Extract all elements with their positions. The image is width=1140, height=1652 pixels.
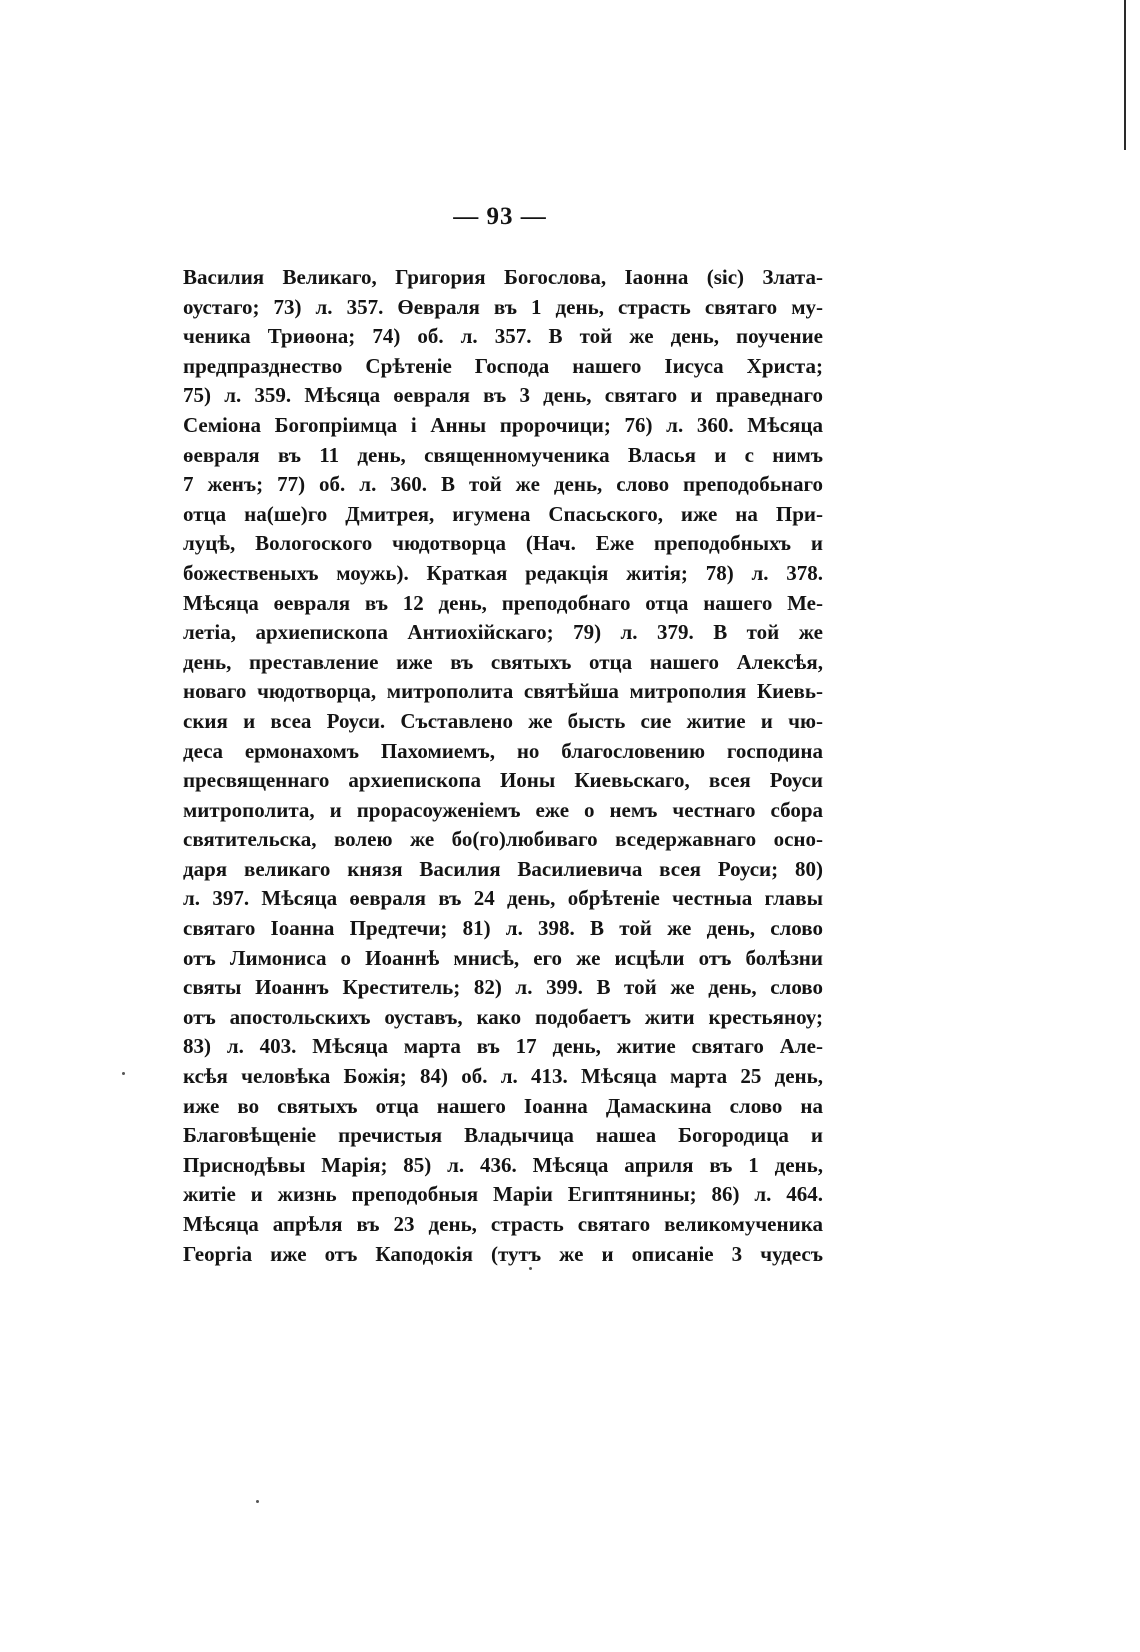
text-line: ченика Триөона; 74) об. л. 357. В той же день, поучение xyxy=(183,324,823,349)
text-line: Мѣсяца апрѣля въ 23 день, страсть святаго великомученика xyxy=(183,1212,823,1236)
text-line: оустаго; 73) л. 357. Өевраля въ 1 день, страсть святаго му- xyxy=(183,294,823,319)
text-line: иже во святыхъ отца нашего Іоанна Дамаскина слово на xyxy=(183,1093,823,1118)
text-line: митрополита, и прорасоуженіемъ еже о немъ честнаго сбора xyxy=(183,797,823,822)
text-line: луцѣ, Вологоского чюдотворца (Нач. Еже преподобныхъ и xyxy=(183,531,823,556)
text-line: ксѣя человѣка Божія; 84) об. л. 413. Мѣсяца марта 25 день, xyxy=(183,1064,823,1089)
text-line: Приснодѣвы Марія; 85) л. 436. Мѣсяца априля въ 1 день, xyxy=(183,1152,823,1177)
text-line: Благовѣщеніе пречистыя Владычица нашеа Богородица и xyxy=(183,1123,823,1148)
text-line: 83) л. 403. Мѣсяца марта въ 17 день, житие святаго Але- xyxy=(183,1034,823,1059)
text-line: өевраля въ 11 день, священномученика Власья и с нимъ xyxy=(183,442,823,467)
text-line: житіе и жизнь преподобныя Маріи Египтянины; 86) л. 464. xyxy=(183,1182,823,1207)
text-line: Георгіа иже отъ Каподокія (тутъ же и описаніе 3 чудесъ xyxy=(183,1241,823,1266)
text-line: л. 397. Мѣсяца өевраля въ 24 день, обрѣтеніе честныа главы xyxy=(183,886,823,911)
text-line: ския и всеа Роуси. Съставлено же бысть сие житие и чю- xyxy=(183,708,823,733)
text-line: пресвященнаго архиепископа Ионы Киевьскаго, всея Роуси xyxy=(183,768,823,793)
text-line: Семіона Богопріимца і Анны пророчици; 76) л. 360. Мѣсяца xyxy=(183,412,823,437)
text-line: день, преставление иже въ святыхъ отца нашего Алексѣя, xyxy=(183,649,823,674)
text-line: отъ апостольскихъ оуставъ, како подобаетъ жити крестьяноу; xyxy=(183,1004,823,1029)
text-line: Василия Великаго, Григория Богослова, Іаонна (sic) Злата- xyxy=(183,265,823,289)
text-line: летіа, архиепископа Антиохійскаго; 79) л. 379. В той же xyxy=(183,620,823,645)
text-line: предпразднество Срѣтеніе Господа нашего Іисуса Христа; xyxy=(183,353,823,378)
text-line: Мѣсяца өевраля въ 12 день, преподобнаго отца нашего Ме- xyxy=(183,590,823,615)
body-text xyxy=(183,263,823,1269)
text-line: даря великаго князя Василия Василиевича всея Роуси; 80) xyxy=(183,856,823,881)
text-line: отца на(ше)го Дмитрея, игумена Спасьского, иже на При- xyxy=(183,501,823,526)
text-line: новаго чюдотворца, митрополита святѣйша митрополия Киевь- xyxy=(183,679,823,704)
text-line: божественыхъ моужь). Краткая редакція житія; 78) л. 378. xyxy=(183,560,823,585)
text-line: святительска, волею же бо(го)любиваго вседержавнаго осно- xyxy=(183,827,823,852)
page-number: — 93 — xyxy=(453,203,547,230)
text-line: десa ермонахомъ Пахомиемъ, но благословению господина xyxy=(183,738,823,763)
scan-edge-line xyxy=(1124,0,1126,150)
text-line: святы Иоаннъ Креститель; 82) л. 399. В той же день, слово xyxy=(183,975,823,1000)
scan-speck xyxy=(256,1500,259,1503)
text-line: 75) л. 359. Мѣсяца өевраля въ 3 день, святаго и праведнаго xyxy=(183,383,823,408)
text-line: 7 женъ; 77) об. л. 360. В той же день, слово преподобьнаго xyxy=(183,472,823,497)
text-line: отъ Лимониса о Иоаннѣ мнисѣ, его же исцѣли отъ болѣзни xyxy=(183,945,823,970)
scan-speck xyxy=(122,1072,125,1075)
text-line: святаго Іоанна Предтечи; 81) л. 398. В той же день, слово xyxy=(183,916,823,941)
scan-speck xyxy=(529,1267,532,1270)
